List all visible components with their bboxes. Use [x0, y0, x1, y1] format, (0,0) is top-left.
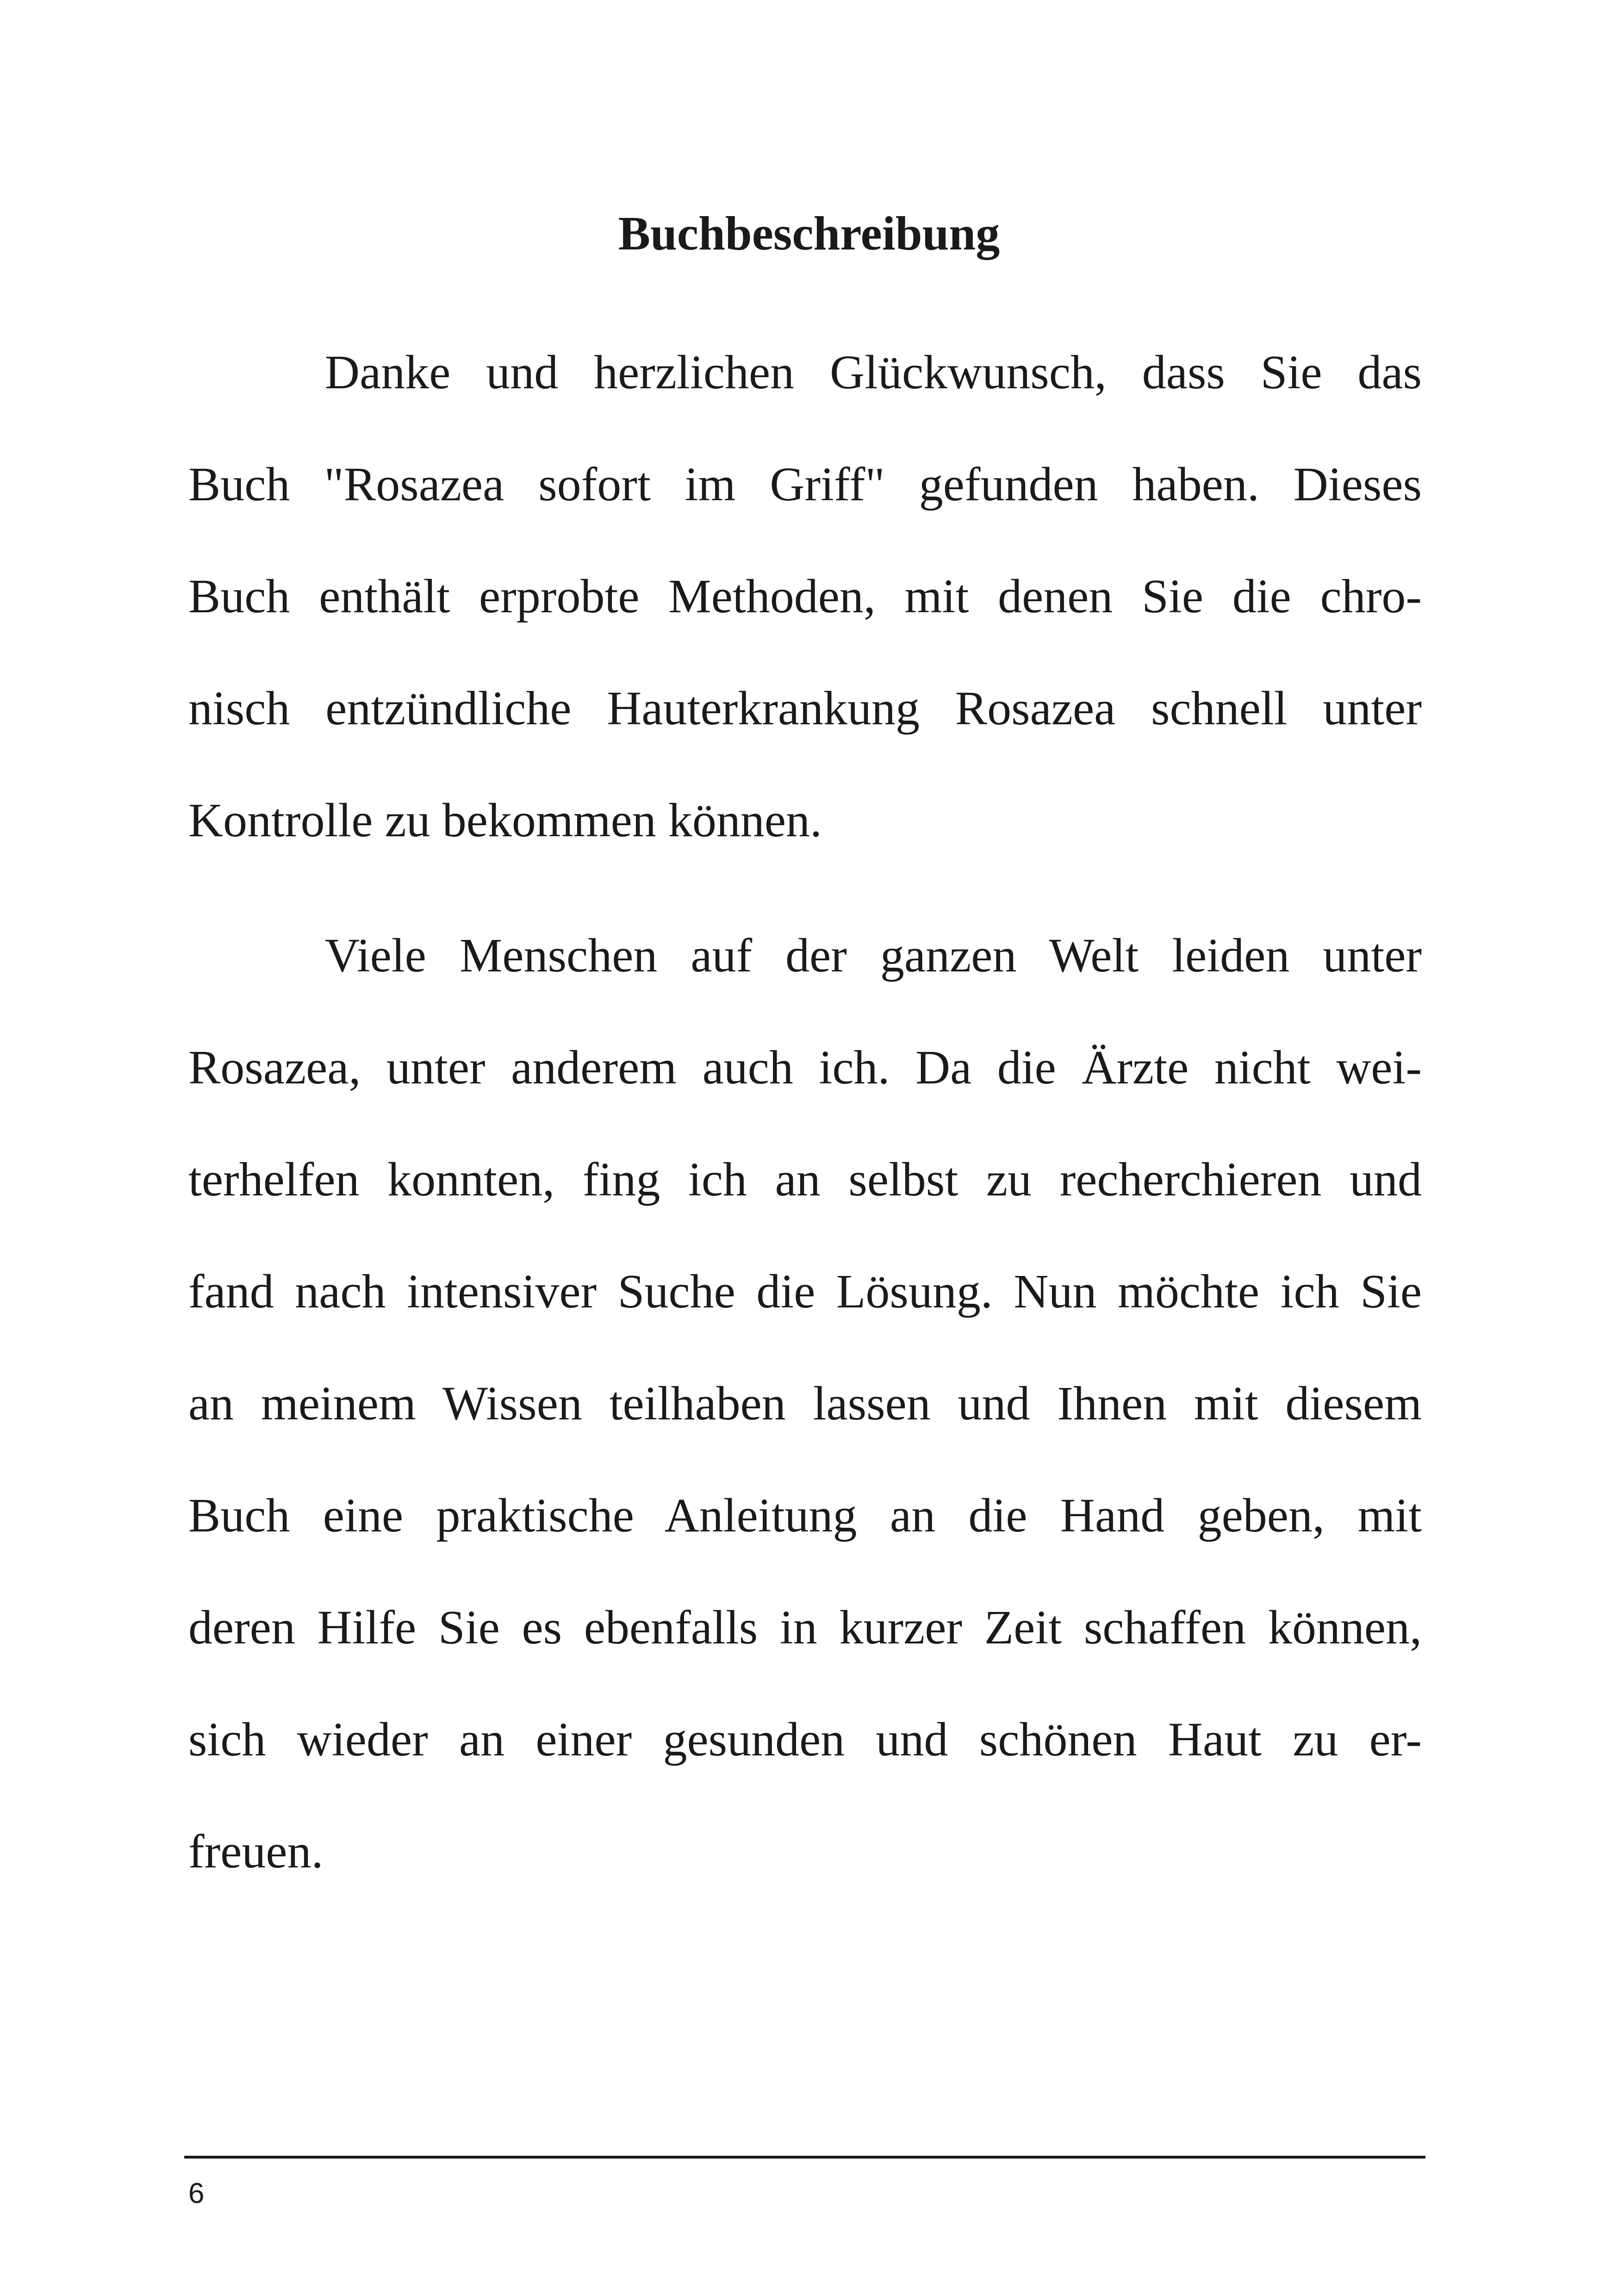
paragraph-2-line-6: Buch eine praktische Anleitung an die Hand geben, mit — [188, 1489, 1422, 1542]
paragraph-1-line-4: nisch entzündliche Hauterkrankung Rosazea schnell unter — [188, 682, 1422, 735]
paragraph-2-line-9: freuen. — [188, 1825, 324, 1878]
paragraph-1-line-2: Buch "Rosazea sofort im Griff" gefunden haben. Dieses — [188, 458, 1422, 511]
paragraph-2-line-7: deren Hilfe Sie es ebenfalls in kurzer Zeit schaffen können, — [188, 1601, 1422, 1654]
paragraph-2-line-1: Viele Menschen auf der ganzen Welt leiden unter — [325, 929, 1422, 982]
footer-divider — [184, 2156, 1425, 2159]
paragraph-2-line-8: sich wieder an einer gesunden und schönen Haut zu er- — [188, 1713, 1422, 1766]
paragraph-2-line-2: Rosazea, unter anderem auch ich. Da die Ärzte nicht wei- — [188, 1041, 1422, 1094]
paragraph-2-line-4: fand nach intensiver Suche die Lösung. Nun möchte ich Sie — [188, 1265, 1422, 1318]
paragraph-2-line-5: an meinem Wissen teilhaben lassen und Ihnen mit diesem — [188, 1377, 1422, 1430]
paragraph-2-line-3: terhelfen konnten, fing ich an selbst zu recherchieren und — [188, 1153, 1422, 1206]
page-title: Buchbeschreibung — [618, 207, 1000, 260]
page-number: 6 — [188, 2178, 205, 2209]
paragraph-1-line-1: Danke und herzlichen Glückwunsch, dass Sie das — [325, 346, 1422, 399]
paragraph-1-line-3: Buch enthält erprobte Methoden, mit denen Sie die chro- — [188, 570, 1422, 623]
paragraph-1-line-5: Kontrolle zu bekommen können. — [188, 794, 822, 847]
